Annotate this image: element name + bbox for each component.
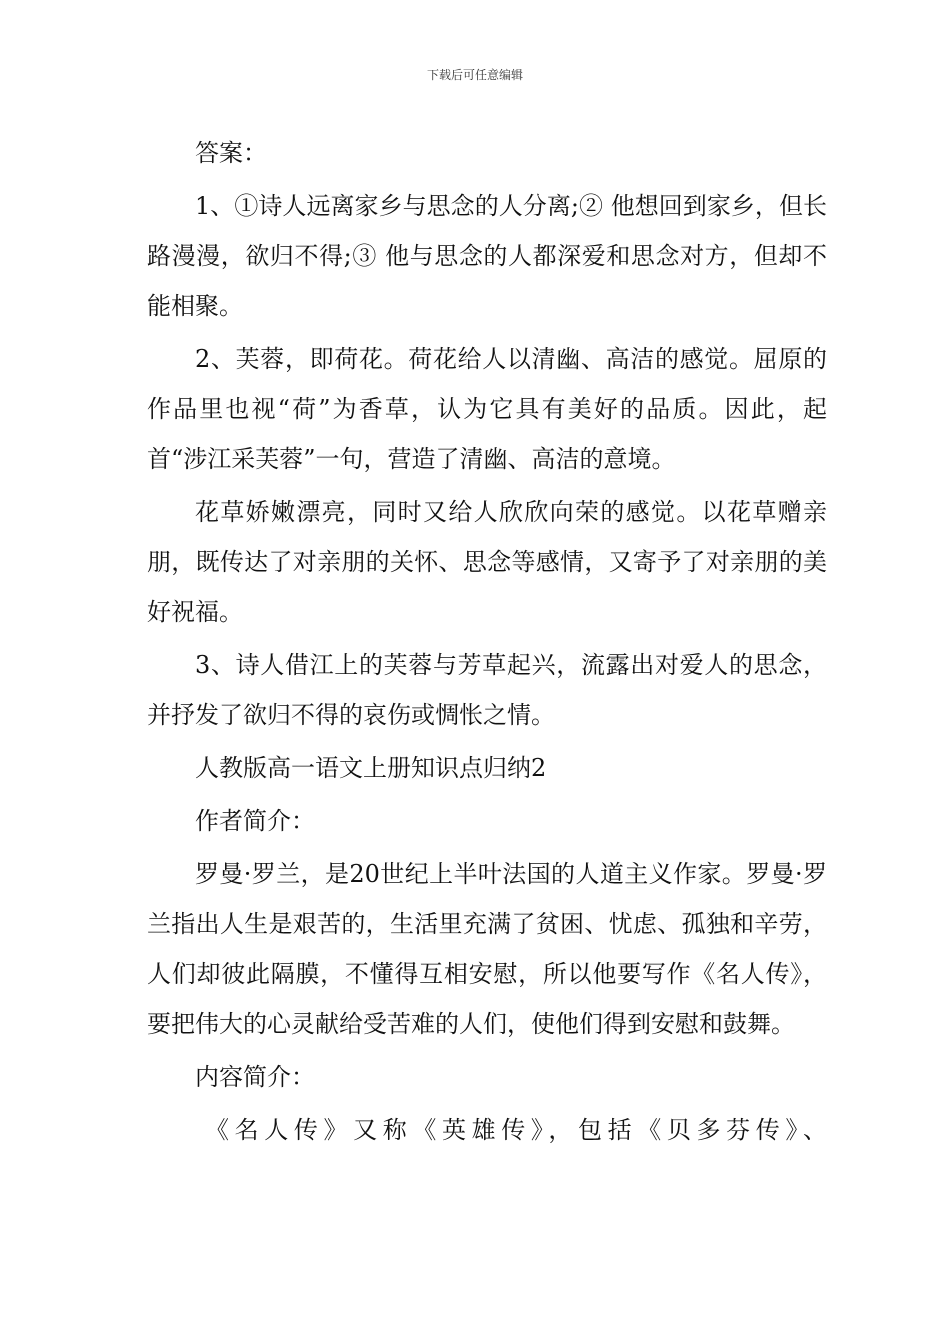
document-body xyxy=(147,128,827,1158)
page-header: 下载后可任意编辑 xyxy=(426,68,523,82)
content-paragraph: 《名人传》又称《英雄传》，包括《贝多芬传》、 xyxy=(205,1116,827,1144)
author-heading: 作者简介： xyxy=(195,807,315,835)
answer-3-paragraph: 3、诗人借江上的芙蓉与芳草起兴，流露出对爱人的思念，并抒发了欲归不得的哀伤或惆怅之情。 xyxy=(147,651,827,729)
answer-heading: 答案： xyxy=(195,139,267,167)
answer-1-paragraph: 1、①诗人远离家乡与思念的人分离;② 他想回到家乡，但长路漫漫，欲归不得;③ 他与思念的人都深爱和思念对方，但却不能相聚。 xyxy=(147,192,827,320)
author-paragraph: 罗曼·罗兰，是20世纪上半叶法国的人道主义作家。罗曼·罗兰指出人生是艰苦的，生活里充满了贫困、忧虑、孤独和辛劳，人们却彼此隔膜，不懂得互相安慰，所以他要写作《名人传》，要把伟大的心灵献给受苦难的人们，使他们得到安慰和鼓舞。 xyxy=(147,860,827,1038)
section-title: 人教版高一语文上册知识点归纳2 xyxy=(195,754,547,782)
answer-2-paragraph: 2、芙蓉，即荷花。荷花给人以清幽、高洁的感觉。屈原的作品里也视“荷”为香草，认为它具有美好的品质。因此，起首“涉江采芙蓉”一句，营造了清幽、高洁的意境。 xyxy=(147,345,827,473)
content-heading: 内容简介： xyxy=(195,1063,315,1091)
flower-paragraph: 花草娇嫩漂亮，同时又给人欣欣向荣的感觉。以花草赠亲朋，既传达了对亲朋的关怀、思念等感情，又寄予了对亲朋的美好祝福。 xyxy=(147,498,827,626)
